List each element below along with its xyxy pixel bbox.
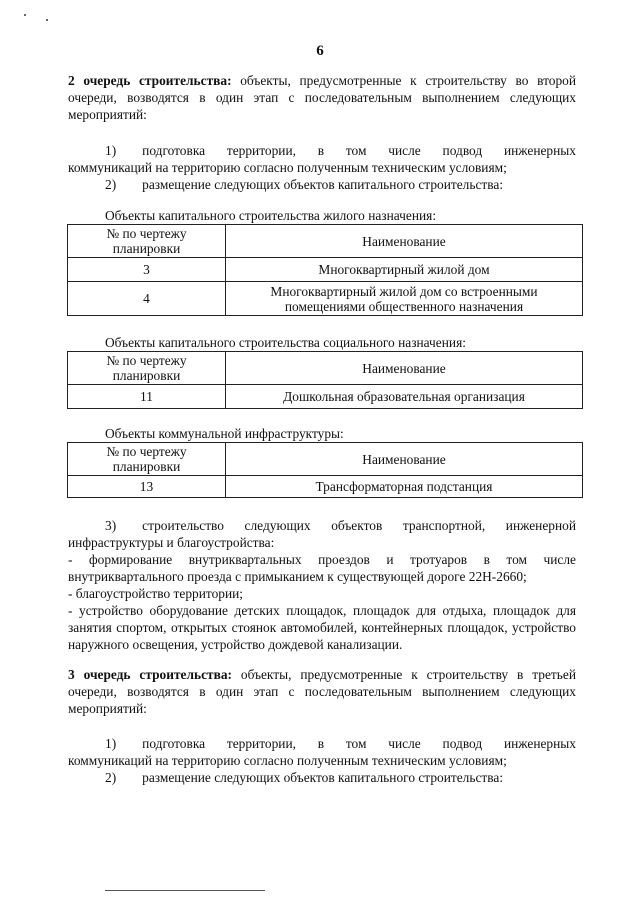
row-name-cell: Дошкольная образовательная организация <box>226 385 583 409</box>
section3-intro-text: объекты, предусмотренные к строительству в третьей очереди, возводятся в один этап с последовательным выполнением следующих мероприятий: <box>68 667 576 716</box>
section2-intro <box>68 72 576 123</box>
section3-item1-num: 1) <box>105 736 117 751</box>
row-num-cell: 11 <box>68 385 226 409</box>
section2-intro-text: объекты, предусмотренные к строительству во второй очереди, возводятся в один этап с последовательным выполнением следующих мероприятий: <box>68 73 576 122</box>
item3-line1: строительство следующих объектов транспортной, инженерной <box>142 518 576 533</box>
header-name-cell: Наименование <box>226 443 583 476</box>
section3-item2-text: размещение следующих объектов капитального строительства: <box>142 770 504 785</box>
row-num-cell: 3 <box>68 258 226 282</box>
footer-rule <box>105 890 265 891</box>
section2-item2-text: размещение следующих объектов капитального строительства: <box>142 177 504 192</box>
header-name-cell: Наименование <box>226 225 583 258</box>
table-row <box>68 476 583 498</box>
section3-item2-num: 2) <box>105 770 117 785</box>
scan-speck <box>46 19 48 21</box>
item3 <box>68 517 576 534</box>
section2-item2 <box>68 176 576 193</box>
scan-speck <box>24 14 26 16</box>
item3-num: 3) <box>105 518 117 533</box>
row-num-cell: 13 <box>68 476 226 498</box>
table-header-row <box>68 352 583 385</box>
header-num-cell: № по чертежу планировки <box>68 225 226 258</box>
table-row <box>68 385 583 409</box>
section2-item1 <box>68 142 576 159</box>
section3-intro <box>68 666 576 717</box>
table-social-caption: Объекты капитального строительства социального назначения: <box>105 335 466 350</box>
table-utility <box>67 442 583 498</box>
section2-item1-line1: подготовка территории, в том числе подвод инженерных <box>142 143 576 158</box>
table-header-row <box>68 225 583 258</box>
section2-item1-cont: коммуникаций на территорию согласно полученным техническим условиям; <box>68 160 507 175</box>
table-utility-caption: Объекты коммунальной инфраструктуры: <box>105 426 344 441</box>
header-name-cell: Наименование <box>226 352 583 385</box>
section2-item1-num: 1) <box>105 143 117 158</box>
section3-item1 <box>68 735 576 752</box>
item3-bullet2: - благоустройство территории; <box>68 586 244 601</box>
table-residential <box>67 224 583 316</box>
section3-item1-cont: коммуникаций на территорию согласно полученным техническим условиям; <box>68 753 507 768</box>
item3-bullet1: - формирование внутриквартальных проездов и тротуаров в том числе внутриквартального проезда с примыканием к существующей дороге 22Н-2660; <box>68 552 576 584</box>
section3-item2 <box>68 769 576 786</box>
page-number: 6 <box>316 43 324 59</box>
header-num-cell: № по чертежу планировки <box>68 352 226 385</box>
section2-heading: 2 очередь строительства: <box>68 73 232 88</box>
item3-cont: инфраструктуры и благоустройства: <box>68 535 275 550</box>
section2-item2-num: 2) <box>105 177 117 192</box>
table-row <box>68 258 583 282</box>
section3-heading: 3 очередь строительства: <box>68 667 232 682</box>
section3-item1-line1: подготовка территории, в том числе подвод инженерных <box>142 736 576 751</box>
header-num-cell: № по чертежу планировки <box>68 443 226 476</box>
row-num-cell: 4 <box>68 282 226 316</box>
item3-bullet3: - устройство оборудование детских площадок, площадок для отдыха, площадок для занятия спортом, открытых стоянок автомобилей, контейнерных площадок, устройство наружного освещения, устройство дождевой канализации. <box>68 603 576 652</box>
table-residential-caption: Объекты капитального строительства жилого назначения: <box>105 208 437 223</box>
table-header-row <box>68 443 583 476</box>
row-name-cell: Трансформаторная подстанция <box>226 476 583 498</box>
table-social <box>67 351 583 409</box>
row-name-cell: Многоквартирный жилой дом со встроенными помещениями общественного назначения <box>226 282 583 316</box>
row-name-cell: Многоквартирный жилой дом <box>226 258 583 282</box>
table-row <box>68 282 583 316</box>
